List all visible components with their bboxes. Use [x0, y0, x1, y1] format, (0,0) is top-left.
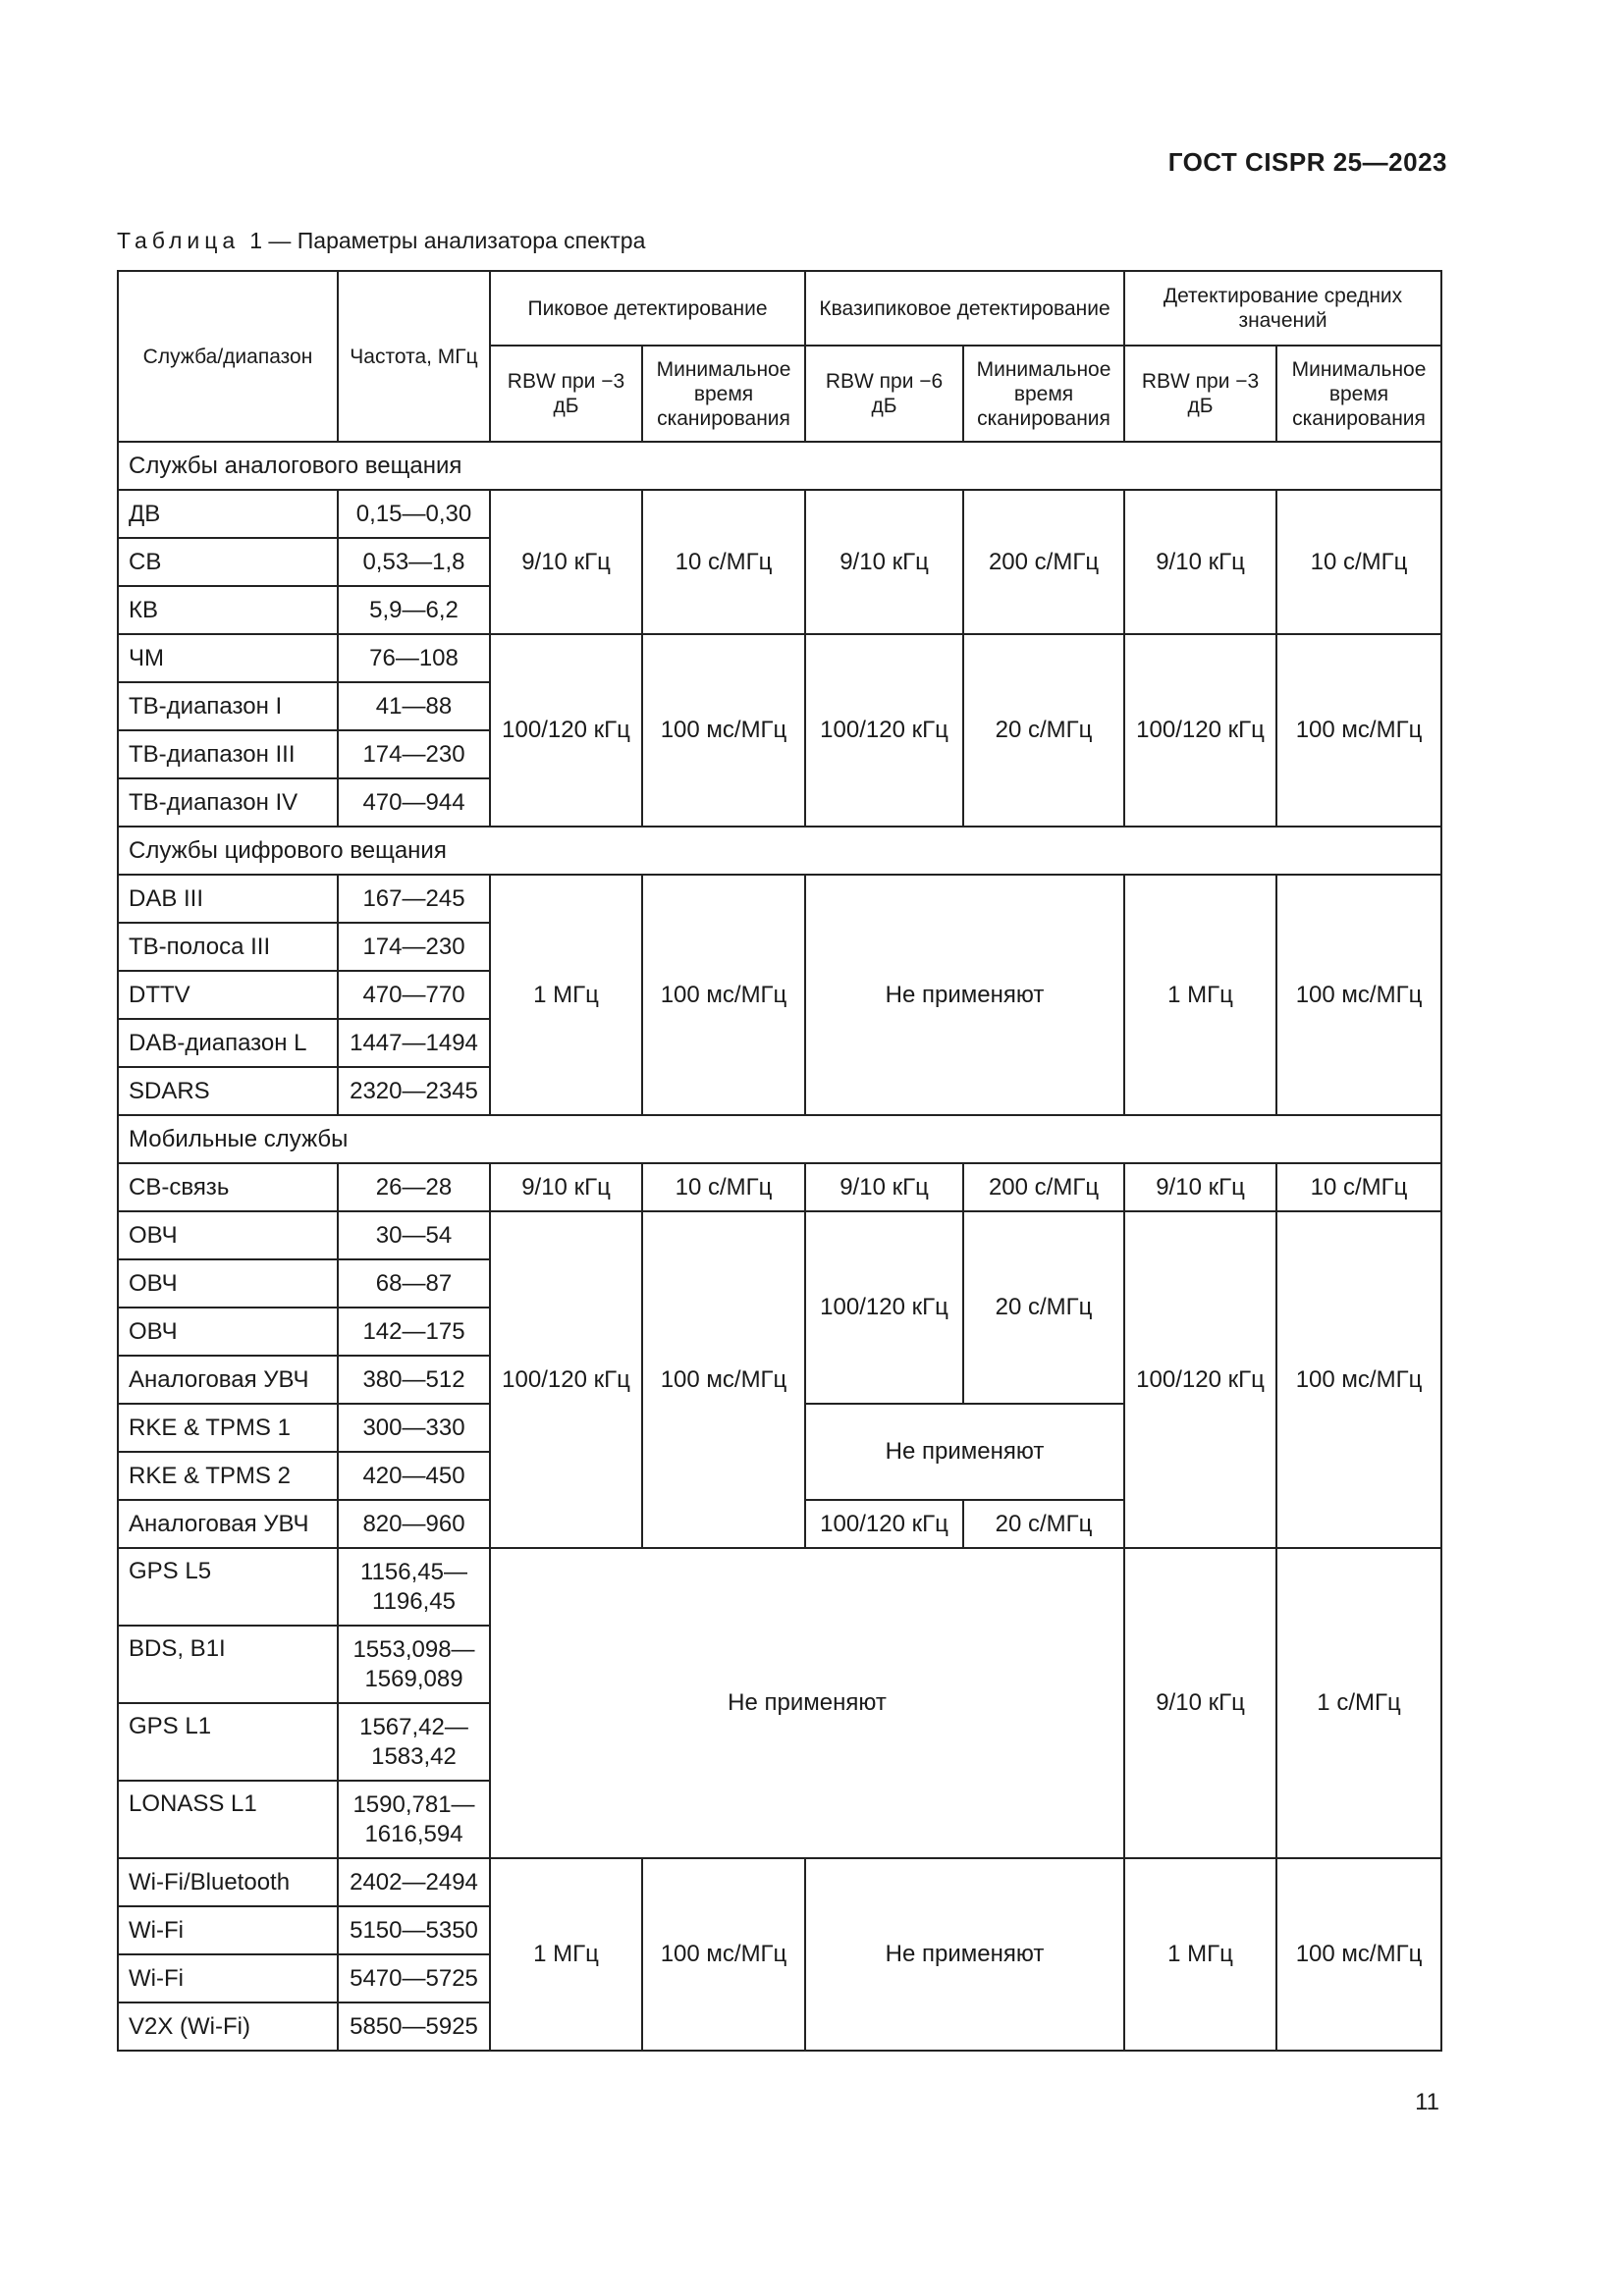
frequency-end: 1569,089 — [364, 1665, 463, 1692]
col-quasi-header: Квазипиковое детектирование — [805, 271, 1124, 346]
col-service-header: Служба/диапазон — [118, 271, 338, 442]
rbw3-value: 1 МГц — [1124, 875, 1276, 1115]
time-value: 1 с/МГц — [1276, 1548, 1441, 1858]
frequency: 380—512 — [338, 1356, 490, 1404]
table-row — [118, 490, 1441, 538]
frequency: 5150—5350 — [338, 1906, 490, 1954]
frequency: 820—960 — [338, 1500, 490, 1548]
service-name: Аналоговая УВЧ — [118, 1500, 338, 1548]
frequency: 420—450 — [338, 1452, 490, 1500]
col-time-peak: Минимальное время сканирования — [642, 346, 805, 442]
service-name: Wi-Fi — [118, 1954, 338, 2002]
service-name: Аналоговая УВЧ — [118, 1356, 338, 1404]
frequency: 0,15—0,30 — [338, 490, 490, 538]
frequency: 68—87 — [338, 1259, 490, 1308]
time-value: 10 с/МГц — [642, 1163, 805, 1211]
section-mobile: Мобильные службы — [118, 1115, 1441, 1163]
rbw3-value: 1 МГц — [490, 875, 642, 1115]
table-row — [118, 1858, 1441, 1906]
frequency: 0,53—1,8 — [338, 538, 490, 586]
time-value: 100 мс/МГц — [1276, 1858, 1441, 2051]
not-applicable: Не применяют — [805, 875, 1124, 1115]
col-time-quasi: Минимальное время сканирования — [963, 346, 1124, 442]
frequency-start: 1553,098— — [352, 1635, 475, 1663]
time-value: 100 мс/МГц — [642, 1211, 805, 1548]
section-row — [118, 827, 1441, 875]
rbw3-value: 9/10 кГц — [490, 490, 642, 634]
service-name: ОВЧ — [118, 1308, 338, 1356]
section-row — [118, 1115, 1441, 1163]
section-digital: Службы цифрового вещания — [118, 827, 1441, 875]
frequency: 5,9—6,2 — [338, 586, 490, 634]
header-row-1 — [118, 271, 1441, 346]
frequency: 1447—1494 — [338, 1019, 490, 1067]
rbw6-value: 9/10 кГц — [805, 1163, 963, 1211]
frequency: 5850—5925 — [338, 2002, 490, 2051]
col-time-average: Минимальное время сканирования — [1276, 346, 1441, 442]
time-value: 100 мс/МГц — [642, 875, 805, 1115]
frequency: 76—108 — [338, 634, 490, 682]
service-name: СВ-связь — [118, 1163, 338, 1211]
spectrum-analyzer-table — [117, 270, 1442, 2052]
col-average-header: Детектирование средних значений — [1124, 271, 1441, 346]
service-name: Wi-Fi — [118, 1906, 338, 1954]
frequency: 167—245 — [338, 875, 490, 923]
time-value: 20 с/МГц — [963, 634, 1124, 827]
frequency-end: 1196,45 — [372, 1587, 456, 1615]
rbw6-value: 100/120 кГц — [805, 634, 963, 827]
service-name: BDS, B1I — [118, 1626, 338, 1703]
service-name: ОВЧ — [118, 1259, 338, 1308]
service-name: ДВ — [118, 490, 338, 538]
time-value: 100 мс/МГц — [1276, 1211, 1441, 1548]
rbw3-value: 9/10 кГц — [1124, 1163, 1276, 1211]
service-name: ТВ-диапазон IV — [118, 778, 338, 827]
not-applicable: Не применяют — [805, 1858, 1124, 2051]
table-row — [118, 875, 1441, 923]
col-rbw3-average: RBW при −3 дБ — [1124, 346, 1276, 442]
time-value: 20 с/МГц — [963, 1500, 1124, 1548]
frequency — [338, 1781, 490, 1858]
rbw3-value: 1 МГц — [1124, 1858, 1276, 2051]
frequency: 26—28 — [338, 1163, 490, 1211]
service-name: RKE & TPMS 1 — [118, 1404, 338, 1452]
frequency: 142—175 — [338, 1308, 490, 1356]
frequency — [338, 1703, 490, 1781]
frequency: 300—330 — [338, 1404, 490, 1452]
service-name: СВ — [118, 538, 338, 586]
section-analog: Службы аналогового вещания — [118, 442, 1441, 490]
rbw3-value: 100/120 кГц — [1124, 1211, 1276, 1548]
col-peak-header: Пиковое детектирование — [490, 271, 805, 346]
service-name: Wi-Fi/Bluetooth — [118, 1858, 338, 1906]
service-name: КВ — [118, 586, 338, 634]
service-name: ЧМ — [118, 634, 338, 682]
time-value: 100 мс/МГц — [642, 1858, 805, 2051]
table-caption — [117, 228, 645, 254]
service-name: GPS L1 — [118, 1703, 338, 1781]
frequency: 30—54 — [338, 1211, 490, 1259]
rbw3-value: 100/120 кГц — [490, 634, 642, 827]
time-value: 100 мс/МГц — [642, 634, 805, 827]
frequency: 41—88 — [338, 682, 490, 730]
rbw3-value: 100/120 кГц — [490, 1211, 642, 1548]
service-name: ТВ-полоса III — [118, 923, 338, 971]
table-row — [118, 1548, 1441, 1626]
service-name: RKE & TPMS 2 — [118, 1452, 338, 1500]
frequency: 174—230 — [338, 923, 490, 971]
table-word: Таблица — [117, 228, 241, 253]
col-frequency-header: Частота, МГц — [338, 271, 490, 442]
frequency: 2402—2494 — [338, 1858, 490, 1906]
table-title: 1 — Параметры анализатора спектра — [249, 228, 646, 253]
service-name: ТВ-диапазон III — [118, 730, 338, 778]
frequency-end: 1616,594 — [364, 1820, 463, 1847]
time-value: 10 с/МГц — [642, 490, 805, 634]
service-name: GPS L5 — [118, 1548, 338, 1626]
time-value: 100 мс/МГц — [1276, 634, 1441, 827]
time-value: 200 с/МГц — [963, 490, 1124, 634]
document-code: ГОСТ CISPR 25—2023 — [1167, 147, 1447, 177]
frequency — [338, 1548, 490, 1626]
frequency: 470—770 — [338, 971, 490, 1019]
service-name: DTTV — [118, 971, 338, 1019]
time-value: 10 с/МГц — [1276, 490, 1441, 634]
service-name: DAB III — [118, 875, 338, 923]
service-name: ТВ-диапазон I — [118, 682, 338, 730]
rbw3-value: 1 МГц — [490, 1858, 642, 2051]
frequency: 174—230 — [338, 730, 490, 778]
frequency-end: 1583,42 — [371, 1742, 457, 1770]
service-name: ОВЧ — [118, 1211, 338, 1259]
frequency: 470—944 — [338, 778, 490, 827]
time-value: 200 с/МГц — [963, 1163, 1124, 1211]
service-name: DAB-диапазон L — [118, 1019, 338, 1067]
time-value: 20 с/МГц — [963, 1211, 1124, 1404]
frequency-start: 1567,42— — [359, 1713, 468, 1740]
not-applicable: Не применяют — [805, 1404, 1124, 1500]
service-name: SDARS — [118, 1067, 338, 1115]
col-rbw3-peak: RBW при −3 дБ — [490, 346, 642, 442]
rbw6-value: 100/120 кГц — [805, 1500, 963, 1548]
time-value: 100 мс/МГц — [1276, 875, 1441, 1115]
rbw3-value: 9/10 кГц — [1124, 1548, 1276, 1858]
table-row — [118, 634, 1441, 682]
page-number: 11 — [1415, 2089, 1439, 2115]
frequency — [338, 1626, 490, 1703]
not-applicable: Не применяют — [490, 1548, 1124, 1858]
table-row — [118, 1163, 1441, 1211]
frequency: 2320—2345 — [338, 1067, 490, 1115]
frequency-start: 1156,45— — [360, 1558, 467, 1585]
frequency-start: 1590,781— — [352, 1790, 475, 1818]
service-name: LONASS L1 — [118, 1781, 338, 1858]
service-name: V2X (Wi-Fi) — [118, 2002, 338, 2051]
section-row — [118, 442, 1441, 490]
frequency: 5470—5725 — [338, 1954, 490, 2002]
rbw3-value: 9/10 кГц — [490, 1163, 642, 1211]
rbw3-value: 100/120 кГц — [1124, 634, 1276, 827]
rbw3-value: 9/10 кГц — [1124, 490, 1276, 634]
col-rbw6-quasi: RBW при −6 дБ — [805, 346, 963, 442]
rbw6-value: 9/10 кГц — [805, 490, 963, 634]
time-value: 10 с/МГц — [1276, 1163, 1441, 1211]
table-row — [118, 1211, 1441, 1259]
rbw6-value: 100/120 кГц — [805, 1211, 963, 1404]
